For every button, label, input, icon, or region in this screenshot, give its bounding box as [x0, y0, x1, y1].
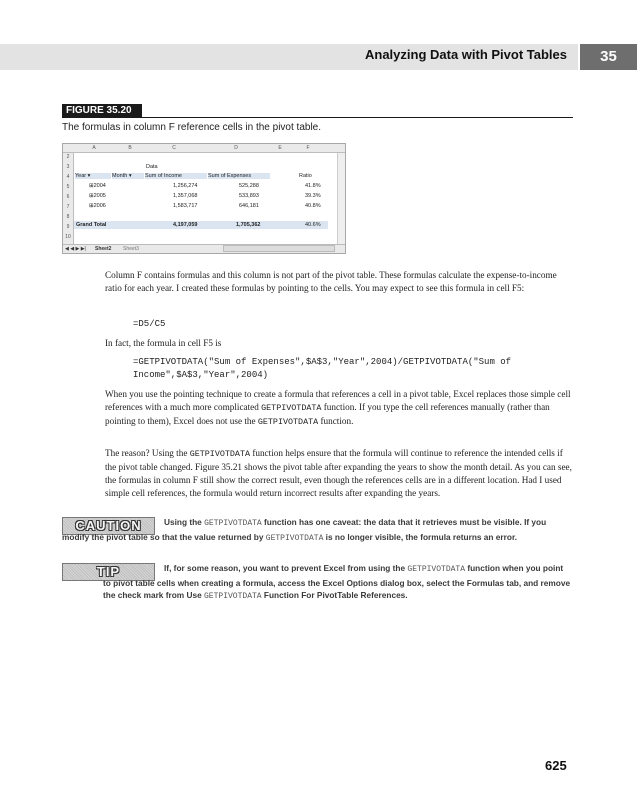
ratio-cell: 39.3% [305, 193, 321, 199]
year-cell: ⊞2005 [89, 193, 106, 199]
tab-sheet3[interactable]: Sheet3 [123, 246, 139, 252]
code-formula-2: =GETPIVOTDATA("Sum of Expenses",$A$3,"Year",2004)/GETPIVOTDATA("Sum of Income",$A$3,"Year",2004) [133, 357, 512, 380]
horizontal-scrollbar[interactable] [223, 245, 335, 252]
income-cell: 1,357,068 [173, 193, 198, 199]
row-num: 3 [66, 164, 70, 170]
row-num: 6 [66, 194, 70, 200]
ratio-cell: 41.8% [305, 183, 321, 189]
paragraph-1: Column F contains formulas and this column is not part of the pivot table. These formulas calculate the expense-to-income ratio for each year. I created these formulas by pointing to the cells. You may expect to see this formula in cell F5: [105, 270, 557, 294]
vertical-scrollbar[interactable] [337, 153, 345, 244]
year-cell: ⊞2006 [89, 203, 106, 209]
paragraph-3: When you use the pointing technique to create a formula that references a cell in a pivot table, Excel replaces those simple cell references with a much more complicated GETPIVOTDATA function. If you type the cell references manually (rather than pointing to them), Excel does not use the GETPIVOTDATA function. [105, 389, 571, 428]
grand-total-income: 4,197,059 [173, 222, 198, 228]
tip-badge: TIP [62, 563, 155, 581]
caution-note: Using the GETPIVOTDATA function has one caveat: the data that it retrieves must be visible. If you modify the pivot table so that the value returned by GETPIVOTDATA is no longer visible, the formula returns an error. [62, 517, 547, 543]
row-num: 4 [66, 174, 70, 180]
col-a: A [92, 145, 96, 151]
running-head-title: Analyzing Data with Pivot Tables [364, 47, 567, 62]
data-label: Data [146, 164, 158, 170]
row-num: 8 [66, 214, 70, 220]
col-d: D [234, 145, 238, 151]
col-c: C [172, 145, 176, 151]
figure-rule [62, 117, 573, 118]
ratio-cell: 40.8% [305, 203, 321, 209]
caution-badge: CAUTION [62, 517, 155, 535]
tip-note: If, for some reason, you want to prevent Excel from using the GETPIVOTDATA function when you point to pivot table cells when creating a formula, access the Excel Options dialog box, select the Formulas tab, and remove the check mark from Use GETPIVOTDATA Function For PivotTable References. [103, 563, 571, 601]
spreadsheet-figure [62, 143, 346, 254]
column-headers [63, 144, 345, 153]
grand-total-label: Grand Total [76, 222, 107, 228]
col-e: E [278, 145, 282, 151]
grand-total-row [74, 221, 328, 229]
row-headers [63, 153, 74, 244]
tab-nav-arrows[interactable]: ◀ ◀ ▶ ▶| [65, 246, 86, 252]
year-cell: ⊞2004 [89, 183, 106, 189]
ratio-header: Ratio [299, 173, 312, 179]
row-num: 9 [66, 224, 70, 230]
expenses-cell: 646,181 [239, 203, 259, 209]
col-b: B [128, 145, 132, 151]
row-num: 5 [66, 184, 70, 190]
code-formula-1: =D5/C5 [133, 319, 166, 329]
income-header: Sum of Income [145, 173, 207, 179]
sheet-tab-bar [63, 244, 345, 253]
income-cell: 1,256,274 [173, 183, 198, 189]
grand-total-expenses: 1,705,362 [236, 222, 261, 228]
page-number: 625 [545, 758, 567, 773]
month-header: Month ▾ [112, 173, 144, 179]
paragraph-4: The reason? Using the GETPIVOTDATA function helps ensure that the formula will continue to reference the intended cells if the pivot table changed. Figure 35.21 shows the pivot table after expanding the years to show the month detail. As you can see, the formulas in column F still show the correct result, even though the references cells are in a different location. Had I used simple cell references, the formula would return incorrect results after expanding the years. [105, 448, 572, 499]
income-cell: 1,583,717 [173, 203, 198, 209]
chapter-number: 35 [580, 44, 637, 70]
paragraph-2: In fact, the formula in cell F5 is [105, 338, 222, 348]
year-header: Year ▾ [75, 173, 111, 179]
row-num: 2 [66, 154, 70, 160]
tab-sheet2[interactable]: Sheet2 [95, 246, 112, 252]
figure-caption: The formulas in column F reference cells in the pivot table. [62, 122, 322, 133]
expenses-cell: 533,893 [239, 193, 259, 199]
col-f: F [306, 145, 310, 151]
expenses-cell: 525,288 [239, 183, 259, 189]
figure-label: FIGURE 35.20 [62, 104, 142, 117]
row-num: 7 [66, 204, 70, 210]
row-num: 10 [65, 234, 71, 240]
grand-total-ratio: 40.6% [305, 222, 321, 228]
expenses-header: Sum of Expenses [208, 173, 270, 179]
